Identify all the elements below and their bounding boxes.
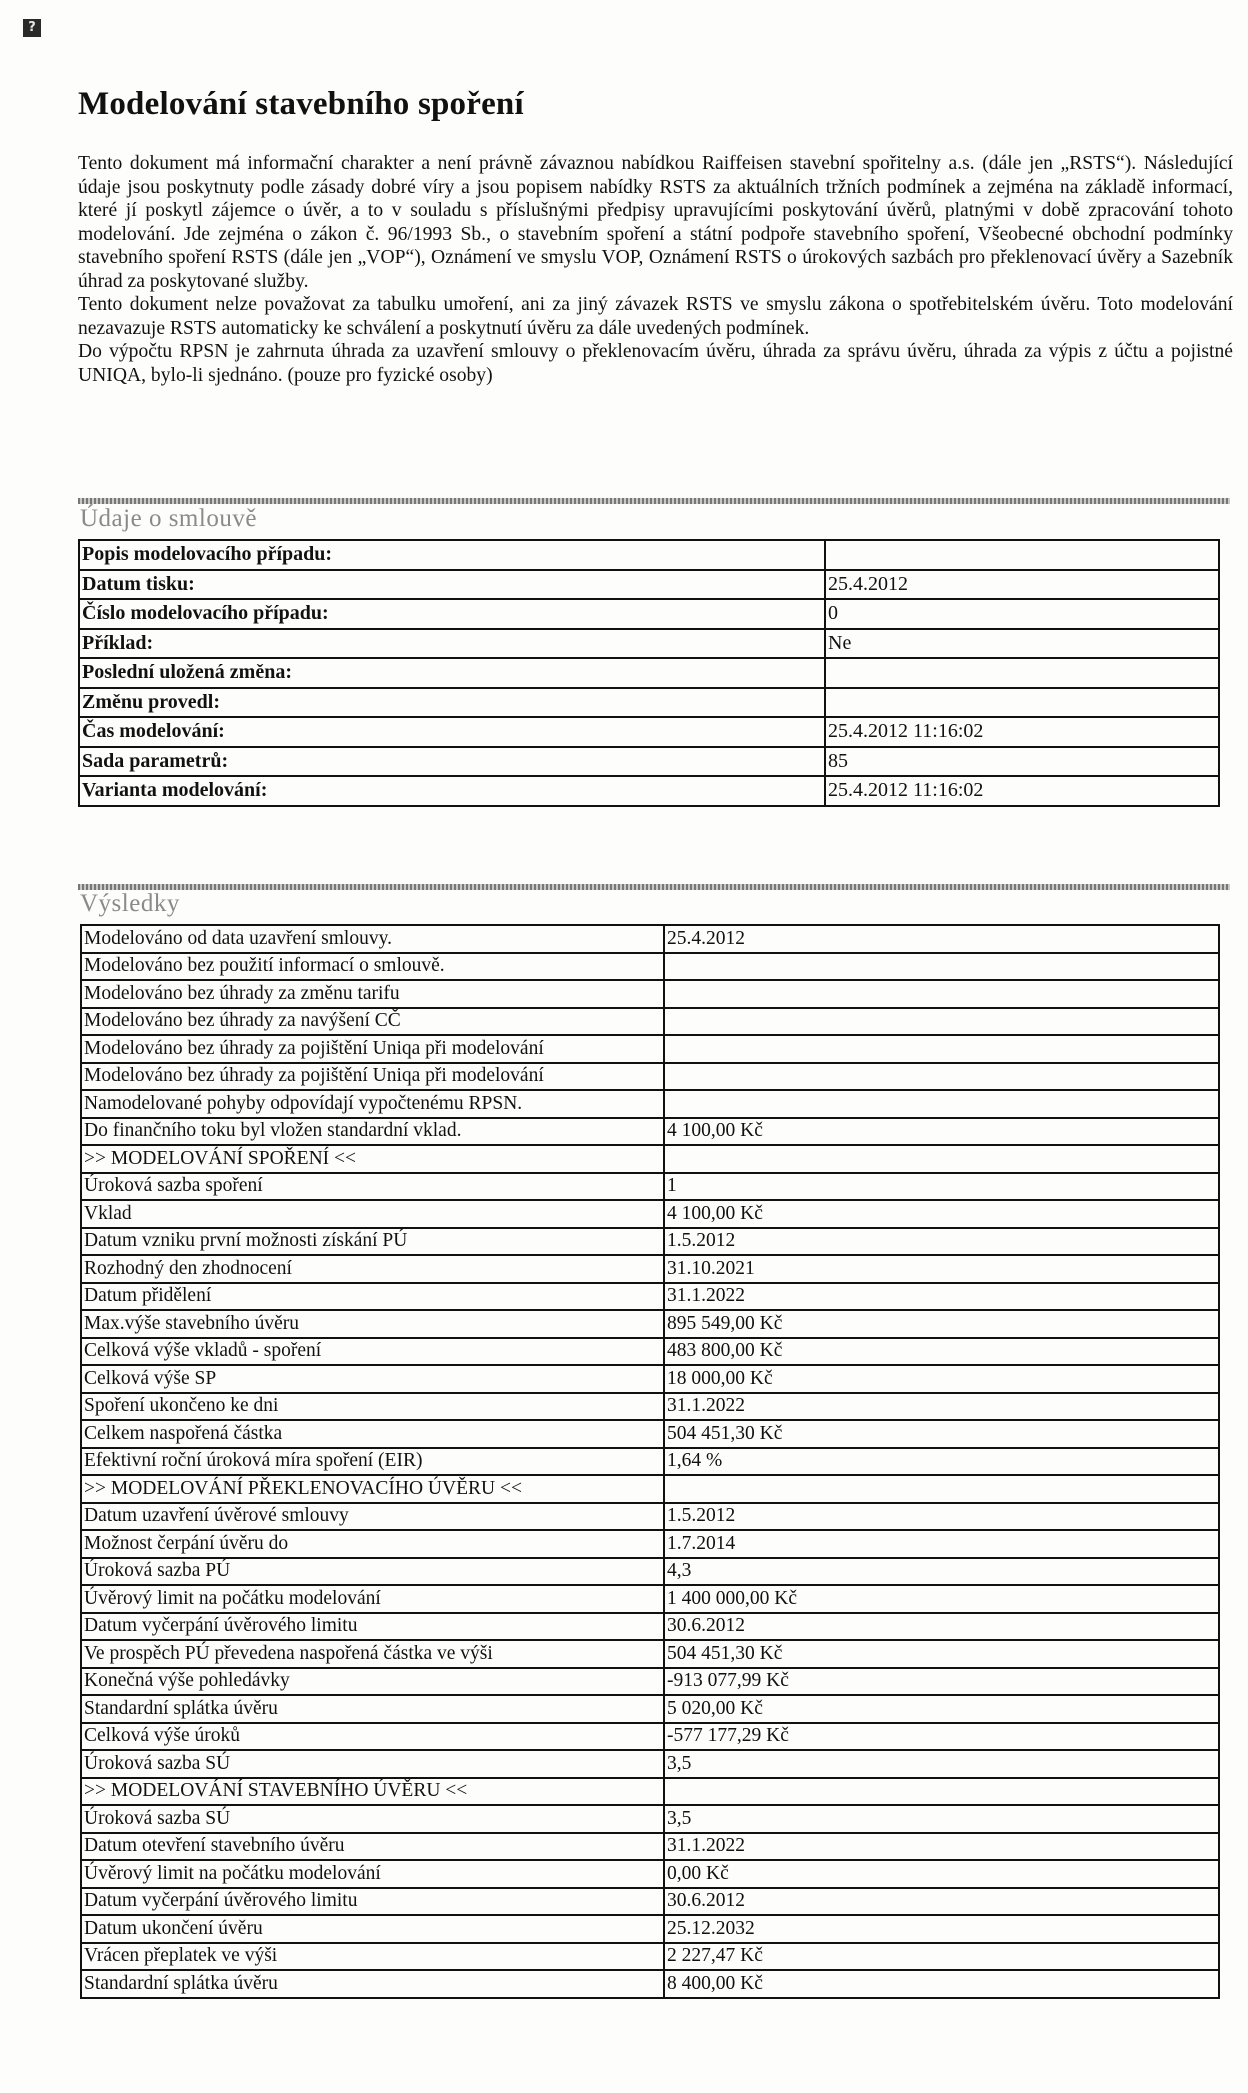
table-row (81, 1805, 1219, 1833)
row-label: Modelováno bez úhrady za pojištění Uniqa při modelování (81, 1063, 664, 1091)
table-row (81, 1393, 1219, 1421)
row-value (664, 1475, 1219, 1503)
row-value: 3,5 (664, 1750, 1219, 1778)
row-label: >> MODELOVÁNÍ STAVEBNÍHO ÚVĚRU << (81, 1778, 664, 1806)
row-value: 25.12.2032 (664, 1915, 1219, 1943)
page-title: Modelování stavebního spoření (78, 86, 524, 122)
row-value: 3,5 (664, 1805, 1219, 1833)
row-label: Max.výše stavebního úvěru (81, 1310, 664, 1338)
row-label: Datum vzniku první možnosti získání PÚ (81, 1228, 664, 1256)
row-label: Úvěrový limit na počátku modelování (81, 1860, 664, 1888)
table-row (81, 1640, 1219, 1668)
table-row (81, 1063, 1219, 1091)
table-row (79, 658, 1219, 688)
table-row (81, 1668, 1219, 1696)
row-label: Úroková sazba spoření (81, 1173, 664, 1201)
contract-section-title: Údaje o smlouvě (80, 505, 257, 532)
table-row (79, 688, 1219, 718)
row-value: 4 100,00 Kč (664, 1200, 1219, 1228)
row-value (664, 980, 1219, 1008)
row-value: 30.6.2012 (664, 1613, 1219, 1641)
row-value: 1,64 % (664, 1448, 1219, 1476)
table-row (79, 629, 1219, 659)
results-section-title: Výsledky (80, 890, 180, 917)
row-label: Rozhodný den zhodnocení (81, 1255, 664, 1283)
table-row (81, 1585, 1219, 1613)
row-label: Celková výše vkladů - spoření (81, 1338, 664, 1366)
row-value: 2 227,47 Kč (664, 1943, 1219, 1971)
table-row (81, 1613, 1219, 1641)
row-label: Namodelované pohyby odpovídají vypočtenému RPSN. (81, 1090, 664, 1118)
row-value: 1 400 000,00 Kč (664, 1585, 1219, 1613)
row-label: Modelováno od data uzavření smlouvy. (81, 925, 664, 953)
row-value (825, 688, 1219, 718)
table-row (81, 1365, 1219, 1393)
intro-paragraph: Tento dokument nelze považovat za tabulku umoření, ani za jiný závazek RSTS ve smyslu zákona o spotřebitelském úvěru. Toto modelování nezavazuje RSTS automaticky ke schválení a poskytnutí úvěru za dále uvedených podmínek. (78, 294, 1233, 339)
table-row (81, 1888, 1219, 1916)
row-value: 1.5.2012 (664, 1503, 1219, 1531)
table-row (81, 1283, 1219, 1311)
results-table (80, 924, 1220, 1999)
row-label: Datum otevření stavebního úvěru (81, 1833, 664, 1861)
intro-paragraph: Do výpočtu RPSN je zahrnuta úhrada za uzavření smlouvy o překlenovacím úvěru, úhrada za správu úvěru, úhrada za výpis z účtu a pojistné UNIQA, bylo-li sjednáno. (pouze pro fyzické osoby) (78, 341, 1233, 386)
table-row (79, 747, 1219, 777)
row-label: >> MODELOVÁNÍ SPOŘENÍ << (81, 1145, 664, 1173)
table-row (81, 1503, 1219, 1531)
row-label: Do finančního toku byl vložen standardní vklad. (81, 1118, 664, 1146)
row-value: 18 000,00 Kč (664, 1365, 1219, 1393)
row-label: Vrácen přeplatek ve výši (81, 1943, 664, 1971)
row-value: 4 100,00 Kč (664, 1118, 1219, 1146)
table-row (81, 1475, 1219, 1503)
row-label: Konečná výše pohledávky (81, 1668, 664, 1696)
table-row (79, 776, 1219, 806)
row-value: 895 549,00 Kč (664, 1310, 1219, 1338)
row-value: 25.4.2012 (664, 925, 1219, 953)
intro-paragraph: Tento dokument má informační charakter a není právně závaznou nabídkou Raiffeisen stavební spořitelny a.s. (dále jen „RSTS“). Následující údaje jsou poskytnuty podle zásady dobré víry a jsou popisem nabídky RSTS za aktuálních tržních podmínek a zejména na základě informací, které jí poskytl zájemce o úvěr, a to v souladu s příslušnými předpisy upravujícími poskytování úvěrů, platnými v době zpracování tohoto modelování. Jde zejména o zákon č. 96/1993 Sb., o stavebním spoření a státní podpoře stavebního spoření, Všeobecné obchodní podmínky stavebního spoření RSTS (dále jen „VOP“), Oznámení ve smyslu VOP, Oznámení RSTS o úrokových sazbách pro překlenovací úvěry a Sazebník úhrad za poskytované služby. (78, 153, 1233, 292)
table-row (81, 1448, 1219, 1476)
table-row (81, 1118, 1219, 1146)
table-row (81, 1338, 1219, 1366)
row-label: Sada parametrů: (79, 747, 825, 777)
row-label: Standardní splátka úvěru (81, 1970, 664, 1998)
row-value: 31.1.2022 (664, 1393, 1219, 1421)
table-row (79, 540, 1219, 570)
table-row (81, 1860, 1219, 1888)
row-value: 1.7.2014 (664, 1530, 1219, 1558)
row-label: Modelováno bez úhrady za pojištění Uniqa při modelování (81, 1035, 664, 1063)
row-value: 504 451,30 Kč (664, 1420, 1219, 1448)
section-divider (78, 884, 1230, 890)
table-row (81, 1530, 1219, 1558)
row-value: 31.10.2021 (664, 1255, 1219, 1283)
table-row (81, 1035, 1219, 1063)
table-row (81, 953, 1219, 981)
row-label: Úroková sazba SÚ (81, 1750, 664, 1778)
table-row (81, 1558, 1219, 1586)
table-row (81, 1970, 1219, 1998)
row-value (664, 1063, 1219, 1091)
row-value: 504 451,30 Kč (664, 1640, 1219, 1668)
table-row (81, 1750, 1219, 1778)
row-value (664, 1778, 1219, 1806)
row-value (825, 658, 1219, 688)
row-label: Standardní splátka úvěru (81, 1695, 664, 1723)
table-row (81, 1200, 1219, 1228)
row-label: Datum vyčerpání úvěrového limitu (81, 1613, 664, 1641)
row-value: 4,3 (664, 1558, 1219, 1586)
row-label: Celková výše SP (81, 1365, 664, 1393)
row-label: Datum přidělení (81, 1283, 664, 1311)
row-value: 1 (664, 1173, 1219, 1201)
table-row (81, 1778, 1219, 1806)
table-row (81, 1145, 1219, 1173)
row-value: 25.4.2012 (825, 570, 1219, 600)
row-label: Celková výše úroků (81, 1723, 664, 1751)
table-row (81, 1695, 1219, 1723)
row-value: 25.4.2012 11:16:02 (825, 776, 1219, 806)
table-row (79, 717, 1219, 747)
row-label: Popis modelovacího případu: (79, 540, 825, 570)
row-value: 1.5.2012 (664, 1228, 1219, 1256)
row-label: Varianta modelování: (79, 776, 825, 806)
row-label: Modelováno bez použití informací o smlouvě. (81, 953, 664, 981)
row-label: Modelováno bez úhrady za změnu tarifu (81, 980, 664, 1008)
table-row (81, 1833, 1219, 1861)
row-label: Úroková sazba SÚ (81, 1805, 664, 1833)
row-value: 85 (825, 747, 1219, 777)
row-label: Poslední uložená změna: (79, 658, 825, 688)
row-value: 0 (825, 599, 1219, 629)
row-value: 483 800,00 Kč (664, 1338, 1219, 1366)
table-row (81, 980, 1219, 1008)
row-label: Vklad (81, 1200, 664, 1228)
row-label: Změnu provedl: (79, 688, 825, 718)
section-divider (78, 498, 1230, 504)
row-value (664, 1090, 1219, 1118)
row-value (664, 1008, 1219, 1036)
row-label: Úvěrový limit na počátku modelování (81, 1585, 664, 1613)
table-row (81, 1228, 1219, 1256)
table-row (81, 1943, 1219, 1971)
table-row (79, 599, 1219, 629)
row-label: >> MODELOVÁNÍ PŘEKLENOVACÍHO ÚVĚRU << (81, 1475, 664, 1503)
row-label: Spoření ukončeno ke dni (81, 1393, 664, 1421)
table-row (81, 1173, 1219, 1201)
row-value: -913 077,99 Kč (664, 1668, 1219, 1696)
row-value: -577 177,29 Kč (664, 1723, 1219, 1751)
row-label: Celkem naspořená částka (81, 1420, 664, 1448)
table-row (81, 1008, 1219, 1036)
table-row (81, 925, 1219, 953)
table-row (81, 1420, 1219, 1448)
row-value: 31.1.2022 (664, 1283, 1219, 1311)
row-value: 30.6.2012 (664, 1888, 1219, 1916)
row-label: Datum uzavření úvěrové smlouvy (81, 1503, 664, 1531)
row-label: Modelováno bez úhrady za navýšení CČ (81, 1008, 664, 1036)
table-row (81, 1310, 1219, 1338)
table-row (81, 1090, 1219, 1118)
row-value: Ne (825, 629, 1219, 659)
row-value: 5 020,00 Kč (664, 1695, 1219, 1723)
row-label: Úroková sazba PÚ (81, 1558, 664, 1586)
row-label: Ve prospěch PÚ převedena naspořená částka ve výši (81, 1640, 664, 1668)
row-label: Datum ukončení úvěru (81, 1915, 664, 1943)
row-label: Příklad: (79, 629, 825, 659)
document-icon: ? (23, 19, 41, 37)
row-value: 0,00 Kč (664, 1860, 1219, 1888)
row-value (664, 1145, 1219, 1173)
row-label: Efektivní roční úroková míra spoření (EIR) (81, 1448, 664, 1476)
row-label: Datum vyčerpání úvěrového limitu (81, 1888, 664, 1916)
row-label: Číslo modelovacího případu: (79, 599, 825, 629)
row-value (664, 1035, 1219, 1063)
table-row (81, 1255, 1219, 1283)
table-row (81, 1723, 1219, 1751)
table-row (81, 1915, 1219, 1943)
row-value: 31.1.2022 (664, 1833, 1219, 1861)
table-row (79, 570, 1219, 600)
intro-text (78, 152, 1233, 387)
contract-table (78, 539, 1220, 807)
row-value (825, 540, 1219, 570)
row-value: 8 400,00 Kč (664, 1970, 1219, 1998)
row-value: 25.4.2012 11:16:02 (825, 717, 1219, 747)
row-label: Datum tisku: (79, 570, 825, 600)
row-label: Čas modelování: (79, 717, 825, 747)
row-label: Možnost čerpání úvěru do (81, 1530, 664, 1558)
row-value (664, 953, 1219, 981)
